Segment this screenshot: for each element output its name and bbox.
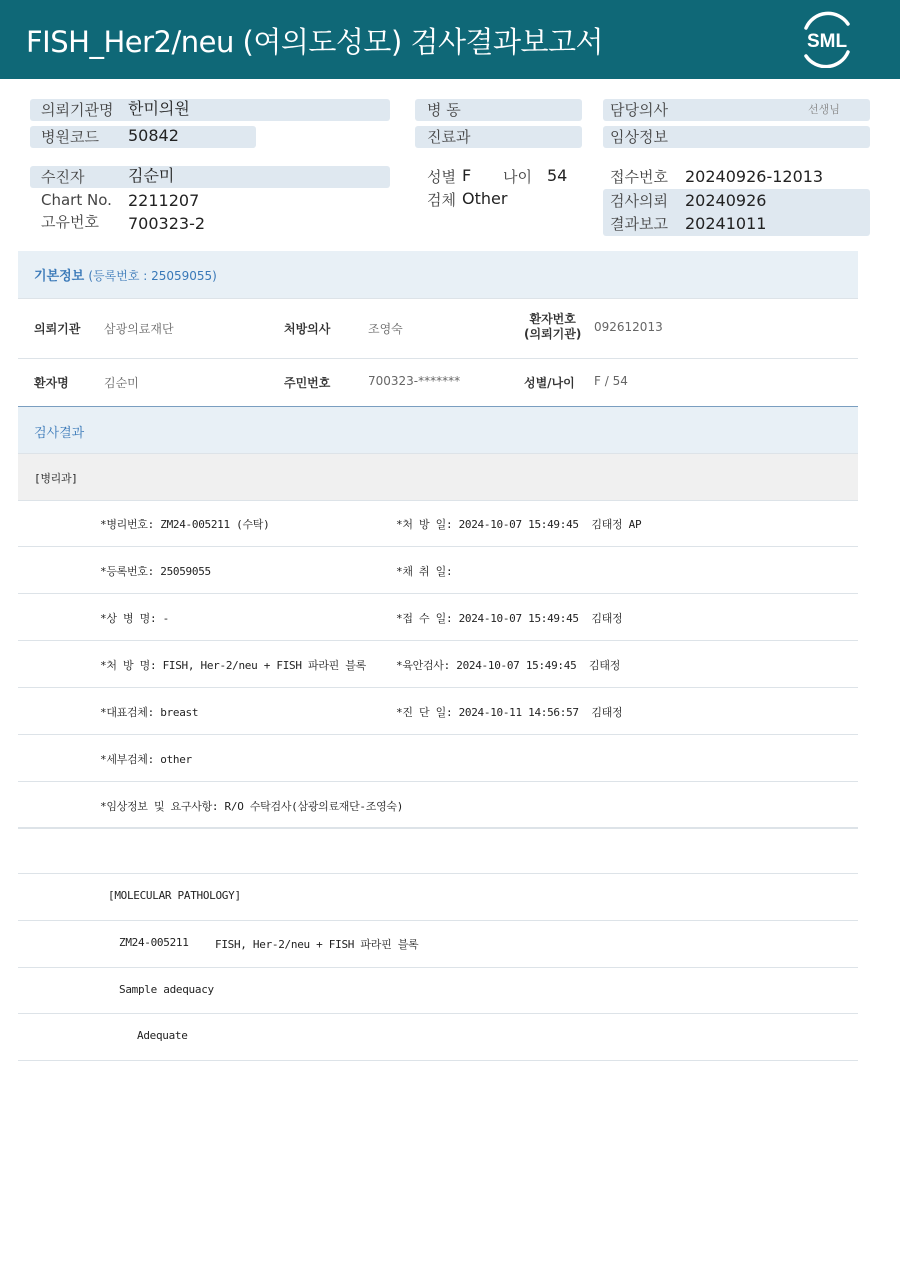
patient-number-label-line2: (의뢰기관)	[524, 327, 582, 341]
patient-number-value: 092612013	[594, 320, 663, 334]
prescribing-doctor-label: 처방의사	[284, 322, 331, 336]
pathology-dept-row	[18, 454, 858, 501]
resident-number-value: 700323-*******	[368, 374, 461, 388]
result-line-left: *대표검체: breast	[100, 706, 199, 719]
patient-name-label: 환자명	[34, 376, 69, 390]
specimen-label: 검체	[427, 191, 456, 209]
result-line-right: *처 방 일: 2024-10-07 15:49:45 김태정 AP	[396, 518, 642, 531]
institution-label: 의뢰기관명	[41, 101, 114, 119]
result-line-left: *세부검체: other	[100, 753, 192, 766]
basic-info-title	[34, 265, 217, 284]
divider	[18, 827, 858, 828]
result-line	[18, 641, 858, 688]
divider	[18, 873, 858, 874]
receipt-no-value: 20240926-12013	[685, 167, 824, 186]
patient-label: 수진자	[41, 168, 85, 186]
request-date-label: 검사의뢰	[610, 192, 668, 210]
sample-adequacy-value: Adequate	[137, 1029, 188, 1042]
report-date-value: 20241011	[685, 214, 767, 233]
report-header	[0, 0, 900, 79]
receipt-no-label: 접수번호	[610, 168, 668, 186]
ward-label: 병 동	[427, 101, 461, 119]
results-header	[18, 407, 858, 454]
chart-no-label: Chart No.	[41, 191, 112, 209]
hospital-code-value: 50842	[128, 126, 179, 145]
unique-no-value: 700323-2	[128, 214, 206, 233]
divider	[18, 920, 858, 921]
result-line	[18, 688, 858, 735]
result-line	[18, 500, 858, 547]
doctor-suffix: 선생님	[808, 103, 840, 116]
result-line-right: *채 취 일:	[396, 565, 453, 578]
result-line	[18, 735, 858, 782]
molecular-test-name: FISH, Her-2/neu + FISH 파라핀 블록	[215, 938, 419, 951]
basic-info-header	[18, 251, 858, 299]
unique-no-label: 고유번호	[41, 213, 99, 231]
sml-logo	[796, 10, 858, 68]
results-title: 검사결과	[34, 426, 85, 441]
molecular-code: ZM24-005211	[119, 936, 189, 949]
result-line-right: *진 단 일: 2024-10-11 14:56:57 김태정	[396, 706, 623, 719]
result-line-left: *임상정보 및 요구사항: R/O 수탁검사(삼광의료재단-조영숙)	[100, 800, 404, 813]
doctor-label: 담당의사	[610, 101, 668, 119]
sex-age-label: 성별/나이	[524, 376, 575, 390]
result-line-left: *처 방 명: FISH, Her-2/neu + FISH 파라핀 블록	[100, 659, 366, 672]
divider	[18, 1060, 858, 1061]
basic-info-row-1	[18, 299, 858, 359]
sex-value: F	[462, 166, 472, 185]
logo-text: SML	[806, 31, 848, 52]
result-line	[18, 547, 858, 594]
report-date-label: 결과보고	[610, 215, 668, 233]
result-line	[18, 782, 858, 829]
report-title: FISH_Her2/neu (여의도성모) 검사결과보고서	[26, 25, 604, 59]
molecular-pathology-header: [MOLECULAR PATHOLOGY]	[108, 889, 241, 902]
pathology-dept-label: [병리과]	[34, 472, 78, 485]
result-line-left: *등록번호: 25059055	[100, 565, 211, 578]
patient-value: 김순미	[128, 166, 175, 185]
clinical-info-label: 임상정보	[610, 128, 668, 146]
prescribing-doctor-value: 조영숙	[368, 322, 403, 336]
basic-info-row-2	[18, 359, 858, 407]
result-line-right: *육안검사: 2024-10-07 15:49:45 김태정	[396, 659, 621, 672]
request-date-value: 20240926	[685, 191, 767, 210]
specimen-value: Other	[462, 189, 508, 208]
institution-value: 한미의원	[128, 99, 190, 118]
result-line-right: *접 수 일: 2024-10-07 15:49:45 김태정	[396, 612, 623, 625]
sex-age-value: F / 54	[594, 374, 628, 388]
requesting-institution-value: 삼광의료재단	[104, 322, 174, 336]
chart-no-value: 2211207	[128, 191, 200, 210]
department-label: 진료과	[427, 128, 471, 146]
sample-adequacy-label: Sample adequacy	[119, 983, 214, 996]
hospital-code-label: 병원코드	[41, 128, 99, 146]
basic-info-reg-no: (등록번호 : 25059055)	[88, 269, 217, 283]
divider	[18, 967, 858, 968]
basic-info-title-text: 기본정보	[34, 269, 85, 284]
patient-number-label-line1: 환자번호	[529, 312, 576, 326]
patient-number-label	[524, 312, 581, 342]
sex-label: 성별	[427, 168, 456, 186]
age-value: 54	[547, 166, 568, 185]
resident-number-label: 주민번호	[284, 376, 331, 390]
result-line-left: *상 병 명: -	[100, 612, 169, 625]
result-line	[18, 594, 858, 641]
patient-name-value: 김순미	[104, 376, 139, 390]
age-label: 나이	[503, 168, 532, 186]
divider	[18, 1013, 858, 1014]
requesting-institution-label: 의뢰기관	[34, 322, 81, 336]
result-line-left: *병리번호: ZM24-005211 (수탁)	[100, 518, 270, 531]
